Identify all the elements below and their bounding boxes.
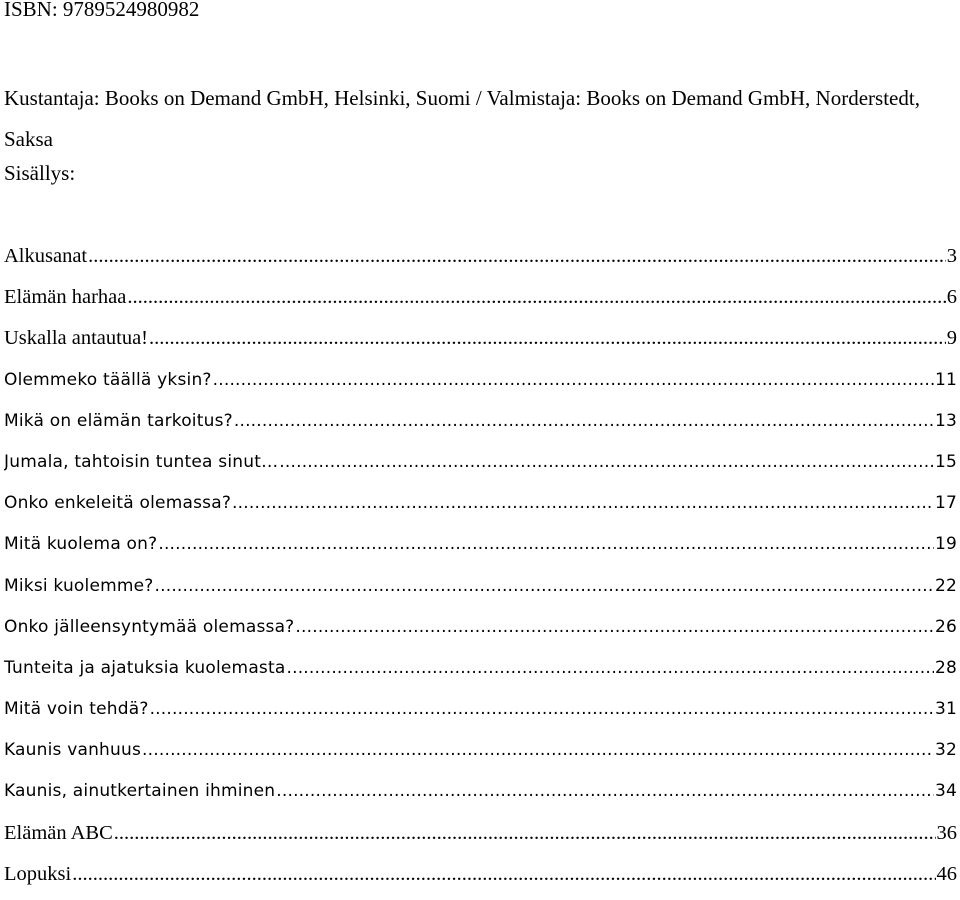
toc-dot-leader [279,447,934,477]
toc-dot-leader [276,776,934,806]
toc-entry [4,282,957,323]
toc-entry [4,447,957,488]
toc-entry-title: Tunteita ja ajatuksia kuolemasta [4,657,286,678]
toc-entry [4,241,957,282]
toc-entry-page: 22 [934,575,957,596]
toc-entry-title: Lopuksi [4,862,72,885]
toc-entry-page: 46 [936,862,957,885]
toc-dot-leader [295,612,934,642]
toc-entry-title: Uskalla antautua! [4,327,149,350]
toc-entry-title: Elämän harhaa [4,286,127,309]
toc-entry-title: Miksi kuolemme? [4,575,154,596]
toc-dot-leader [232,488,934,518]
toc-entry-page: 34 [934,781,957,802]
toc-entry-page: 6 [946,286,957,309]
toc-entry-title: Jumala, tahtoisin tuntea sinut… [4,451,279,472]
toc-dot-leader [149,323,946,353]
toc-dot-leader [155,571,934,601]
toc-entry-title: Mikä on elämän tarkoitus? [4,410,233,431]
toc-dot-leader [114,818,936,848]
toc-entry-page: 31 [934,699,957,720]
toc-entry-page: 26 [934,616,957,637]
toc-entry [4,776,957,817]
toc-entry-title: Kaunis, ainutkertainen ihminen [4,781,276,802]
toc-dot-leader [234,406,934,436]
toc-entry [4,859,957,900]
table-of-contents [4,241,957,900]
toc-dot-leader [88,241,946,271]
toc-entry [4,735,957,776]
toc-entry [4,571,957,612]
toc-entry-page: 32 [934,740,957,761]
toc-entry-title: Mitä kuolema on? [4,534,158,555]
toc-entry [4,406,957,447]
toc-entry-title: Onko jälleensyntymää olemassa? [4,616,295,637]
toc-entry [4,529,957,570]
toc-entry-page: 19 [934,534,957,555]
isbn-line: ISBN: 9789524980982 [4,0,200,21]
toc-entry-page: 28 [934,657,957,678]
toc-dot-leader [142,735,934,765]
toc-dot-leader [158,529,934,559]
toc-entry [4,818,957,859]
toc-entry-title: Kaunis vanhuus [4,740,142,761]
toc-dot-leader [127,282,945,312]
toc-entry [4,365,957,406]
toc-dot-leader [213,365,934,395]
toc-entry-title: Alkusanat [4,245,88,267]
toc-entry-page: 15 [934,451,957,472]
toc-entry-page: 36 [936,821,957,844]
toc-entry [4,488,957,529]
toc-entry-page: 17 [934,493,957,514]
toc-entry-page: 11 [934,369,957,390]
toc-entry-page: 9 [946,327,957,350]
toc-dot-leader [150,694,934,724]
contents-heading: Sisällys: [4,161,76,185]
toc-dot-leader [72,859,935,889]
toc-dot-leader [286,653,933,683]
toc-entry [4,612,957,653]
toc-entry-title: Elämän ABC [4,821,113,844]
toc-entry-page: 13 [934,410,957,431]
toc-entry [4,653,957,694]
toc-entry-page: 3 [946,245,957,267]
toc-entry [4,694,957,735]
toc-entry [4,323,957,364]
toc-entry-title: Mitä voin tehdä? [4,699,149,720]
toc-entry-title: Olemmeko täällä yksin? [4,369,212,390]
toc-entry-title: Onko enkeleitä olemassa? [4,493,232,514]
publisher-info: Kustantaja: Books on Demand GmbH, Helsinki, Suomi / Valmistaja: Books on Demand GmbH, Norderstedt, Saksa [4,86,920,151]
